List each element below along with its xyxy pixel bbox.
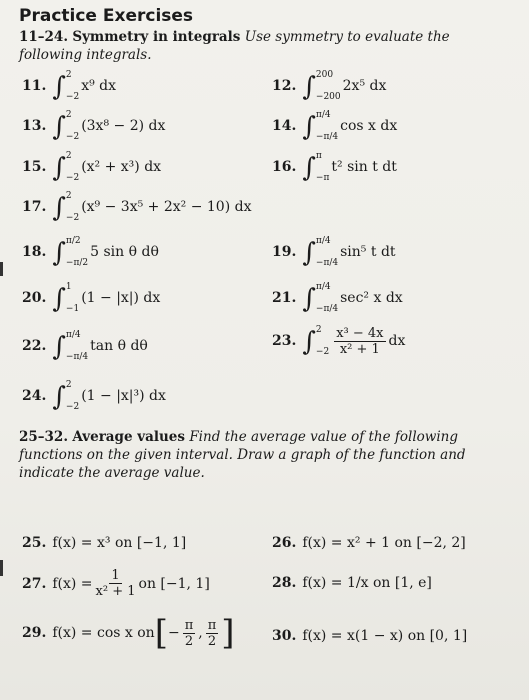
exercise-20: 20. ∫ 1 −1 (1 − |x|) dx <box>22 282 161 314</box>
exercise-29: 29. f(x) = cos x on [ − $\frac{\pi}{2}$ , $\frac{\pi}{2}$ ] <box>22 613 235 653</box>
exercise-24: 24. ∫ 2 −2 (1 − |x|³) dx <box>22 380 166 412</box>
page-title: Practice Exercises <box>19 6 194 26</box>
exercise-12: 12. ∫ 200 −200 2x⁵ dx <box>272 70 387 102</box>
exercise-18: 18. ∫ π/2 −π/2 5 sin θ dθ <box>22 236 159 268</box>
exercise-14: 14. ∫ π/4 −π/4 cos x dx <box>272 110 398 142</box>
exercise-13: 13. ∫ 2 −2 (3x⁸ − 2) dx <box>22 110 166 142</box>
exercise-22: 22. ∫ π/4 −π/4 tan θ dθ <box>22 330 148 362</box>
exercise-19: 19. ∫ π/4 −π/4 sin⁵ t dt <box>272 236 396 268</box>
section-instructions-symmetry: 11–24. Symmetry in integrals Use symmetry to evaluate the following integrals. <box>19 29 450 63</box>
exercise-28: 28. f(x) = 1/x on [1, e] <box>272 575 432 591</box>
exercise-21: 21. ∫ π/4 −π/4 sec² x dx <box>272 282 403 314</box>
page-edge-mark <box>0 262 3 276</box>
fraction: $\frac{\pi}{2}$ <box>184 617 194 649</box>
exercise-27: 27. f(x) = $\frac{1}{\text{x² + 1}}$ on [−1, 1] <box>22 568 210 599</box>
section-instructions-average-values: 25–32. Average values Find the average value of the following functions on the given interval. Draw a graph of the function and indicate the average value. <box>19 429 466 481</box>
exercise-16: 16. ∫ π −π t² sin t dt <box>272 151 397 183</box>
fraction: $\frac{\text{x³ − 4x}}{\text{x² + 1}}$ <box>336 325 384 357</box>
exercise-26: 26. f(x) = x² + 1 on [−2, 2] <box>272 535 466 551</box>
exercise-17: 17. ∫ 2 −2 (x⁹ − 3x⁵ + 2x² − 10) dx <box>22 191 252 223</box>
exercise-25: 25. f(x) = x³ on [−1, 1] <box>22 535 187 551</box>
fraction: $\frac{\pi}{2}$ <box>207 617 217 649</box>
exercise-15: 15. ∫ 2 −2 (x² + x³) dx <box>22 151 162 183</box>
exercise-30: 30. f(x) = x(1 − x) on [0, 1] <box>272 628 468 644</box>
fraction: $\frac{1}{\text{x² + 1}}$ <box>95 568 136 599</box>
page-edge-mark <box>0 560 3 576</box>
exercise-11: 11. ∫ 2 −2 x⁹ dx <box>22 70 117 102</box>
exercise-23: 23. ∫ 2 −2 $\frac{\text{x³ − 4x}}{\text{x² + 1}}$ dx <box>272 325 406 357</box>
